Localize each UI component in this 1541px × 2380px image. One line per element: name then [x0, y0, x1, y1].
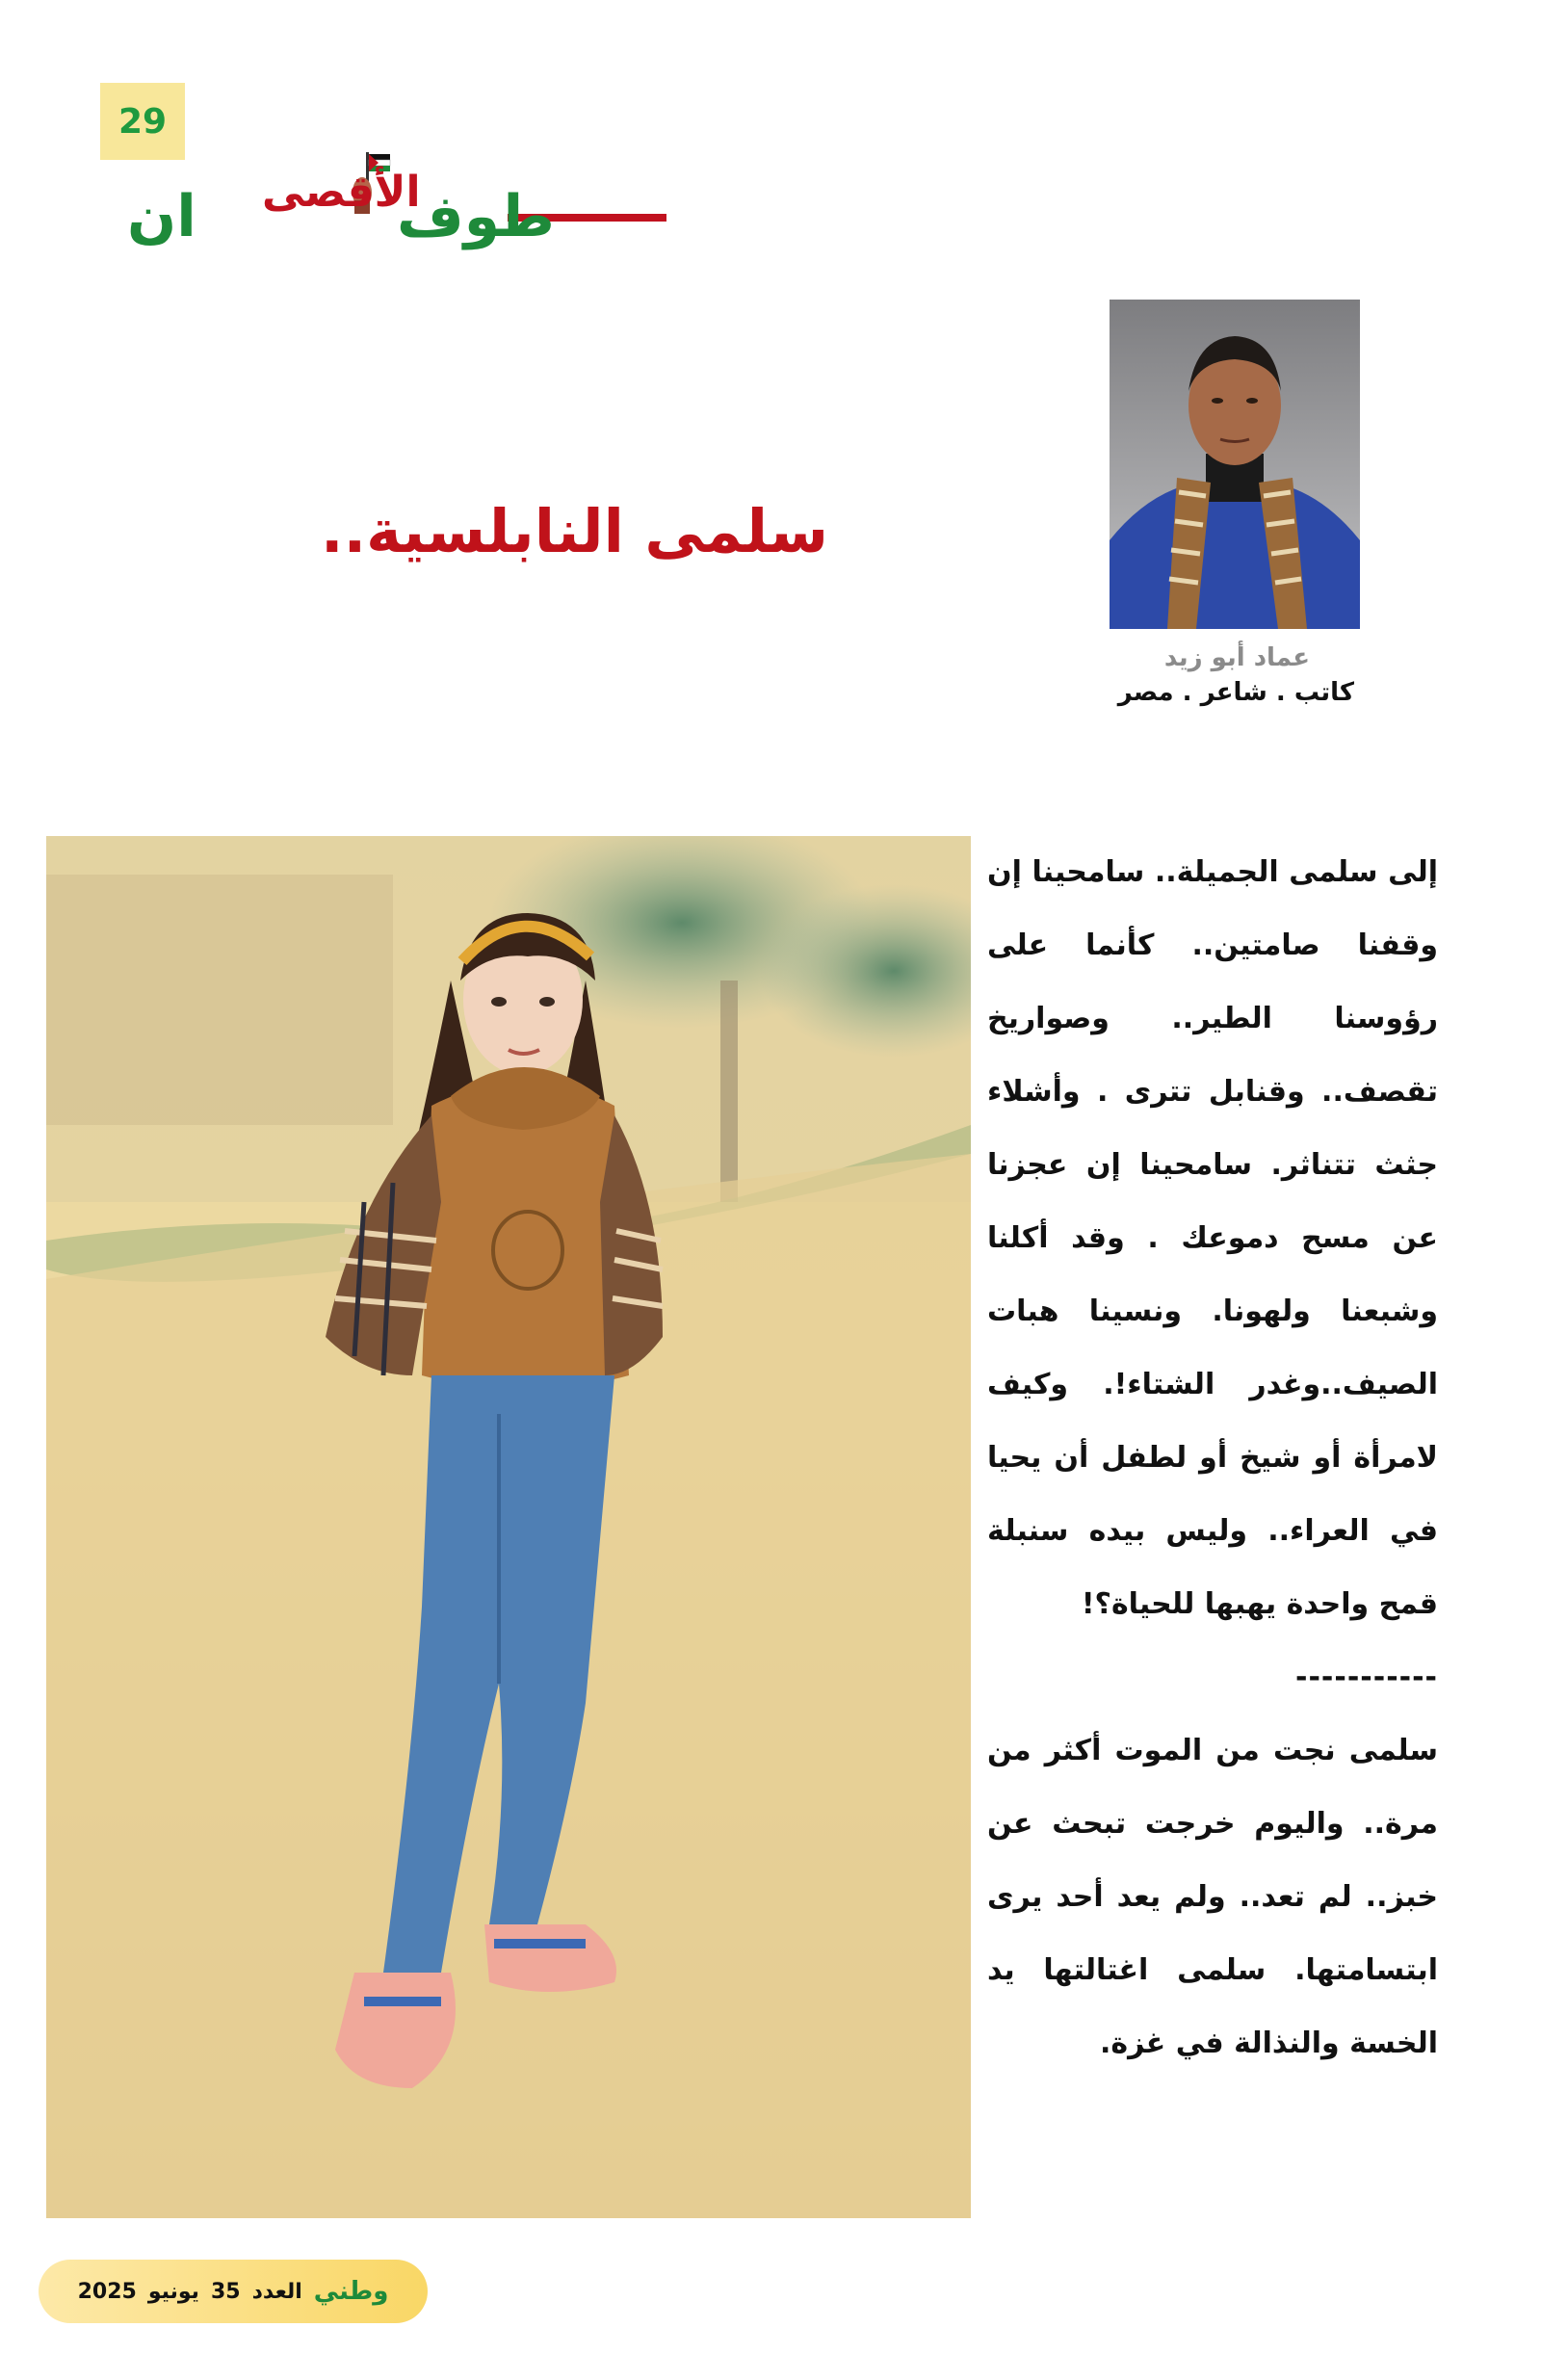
- masthead-word-3: ان: [127, 183, 196, 250]
- girl-illustration: [46, 836, 971, 2218]
- author-portrait-illustration: [1110, 300, 1360, 629]
- watercolor-girl-image: [46, 836, 971, 2218]
- author-name: عماد أبو زيد: [1163, 643, 1310, 672]
- page-number: 29: [100, 83, 185, 160]
- footer-brand: وطني: [313, 2277, 389, 2306]
- footer-issue-badge: [39, 2260, 428, 2323]
- footer-issue-number: 35: [210, 2279, 241, 2304]
- footer-year: 2025: [77, 2279, 137, 2304]
- footer-month: يونيو: [147, 2279, 199, 2304]
- article-paragraph-2: سلمى نجت من الموت أكثر من مرة.. واليوم خرجت تبحث عن خبز.. لم تعد.. ولم يعد أحد يرى ابتسامتها. سلمى اغتالتها يد الخسة والنذالة في غزة.: [987, 1734, 1438, 2060]
- masthead-word-1: طوف: [397, 183, 555, 250]
- article-body: [987, 836, 1438, 2080]
- masthead-logo: [127, 143, 666, 248]
- footer-issue-label: العدد: [251, 2279, 302, 2304]
- article-paragraph-1: إلى سلمى الجميلة.. سامحينا إن وقفنا صامتين.. كأنما على رؤوسنا الطير.. وصواريخ تقصف.. وقنابل تترى . وأشلاء جثث تتناثر. سامحينا إن عجزنا عن مسح دموعك . وقد أكلنا وشبعنا ولهونا. ونسينا هبات الصيف..وغدر الشتاء!. وكيف لامرأة أو شيخ أو لطفل أن يحيا في العراء.. وليس بيده سنبلة قمح واحدة يهبها للحياة؟!: [987, 855, 1438, 1621]
- author-photo: [1110, 300, 1360, 629]
- article-title: سلمى النابلسية..: [321, 496, 828, 566]
- author-role: كاتب . شاعر . مصر: [1117, 678, 1354, 707]
- article-separator: -----------: [1295, 1661, 1438, 1694]
- masthead-word-2: الأقصى: [262, 168, 421, 217]
